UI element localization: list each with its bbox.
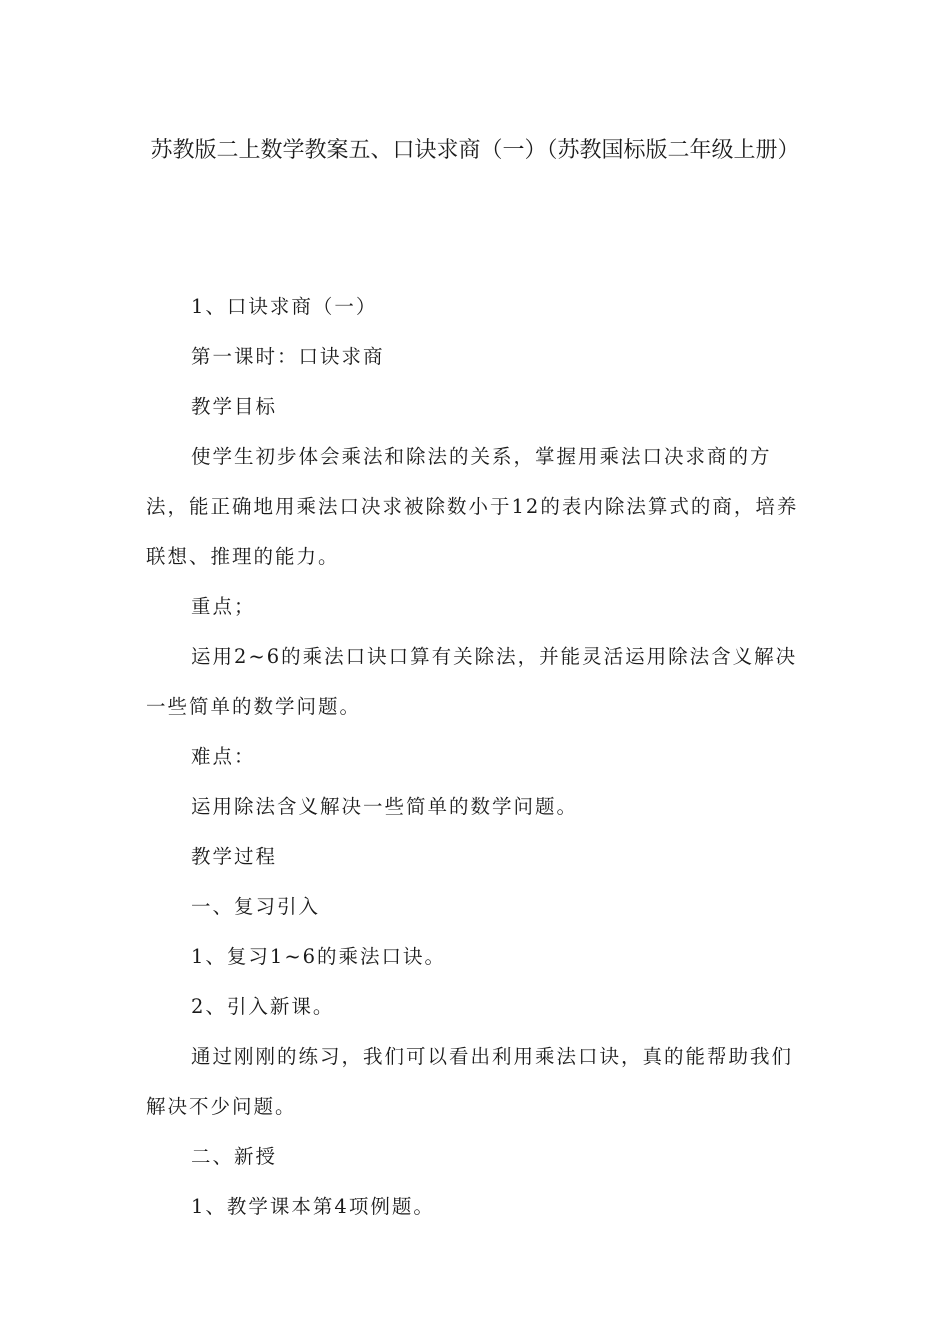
paragraph-process-heading: 教学过程: [191, 845, 278, 868]
paragraph-key-points: 运用2~6的乘法口诀口算有关除法，并能灵活运用除法含义解决一些简单的数学问题。: [146, 645, 798, 718]
paragraph-difficulty: 运用除法含义解决一些简单的数学问题。: [191, 795, 579, 818]
paragraph-review-text: 通过刚刚的练习，我们可以看出利用乘法口诀，真的能帮助我们解决不少问题。: [146, 1045, 794, 1118]
paragraph-review-heading: 一、复习引入: [191, 895, 321, 918]
paragraph-key-points-heading: 重点；: [191, 595, 256, 618]
document-title: 苏教版二上数学教案五、口诀求商（一）（苏教国标版二年级上册）: [150, 138, 800, 163]
document-body: [146, 282, 806, 1232]
paragraph-new-lesson-heading: 二、新授: [191, 1145, 278, 1168]
paragraph-section-heading: 1、口诀求商（一）: [191, 295, 378, 318]
paragraph-lesson-title: 第一课时：口诀求商: [191, 345, 385, 368]
paragraph-new-lesson-item-1: 1、教学课本第4项例题。: [191, 1195, 435, 1218]
paragraph-objectives-heading: 教学目标: [191, 395, 278, 418]
paragraph-review-item-1: 1、复习1~6的乘法口诀。: [191, 945, 447, 968]
paragraph-difficulty-heading: 难点：: [191, 745, 256, 768]
paragraph-objectives: 使学生初步体会乘法和除法的关系，掌握用乘法口决求商的方法，能正确地用乘法口决求被除数小于12的表内除法算式的商，培养联想、推理的能力。: [146, 445, 799, 568]
paragraph-review-item-2: 2、引入新课。: [191, 995, 335, 1018]
